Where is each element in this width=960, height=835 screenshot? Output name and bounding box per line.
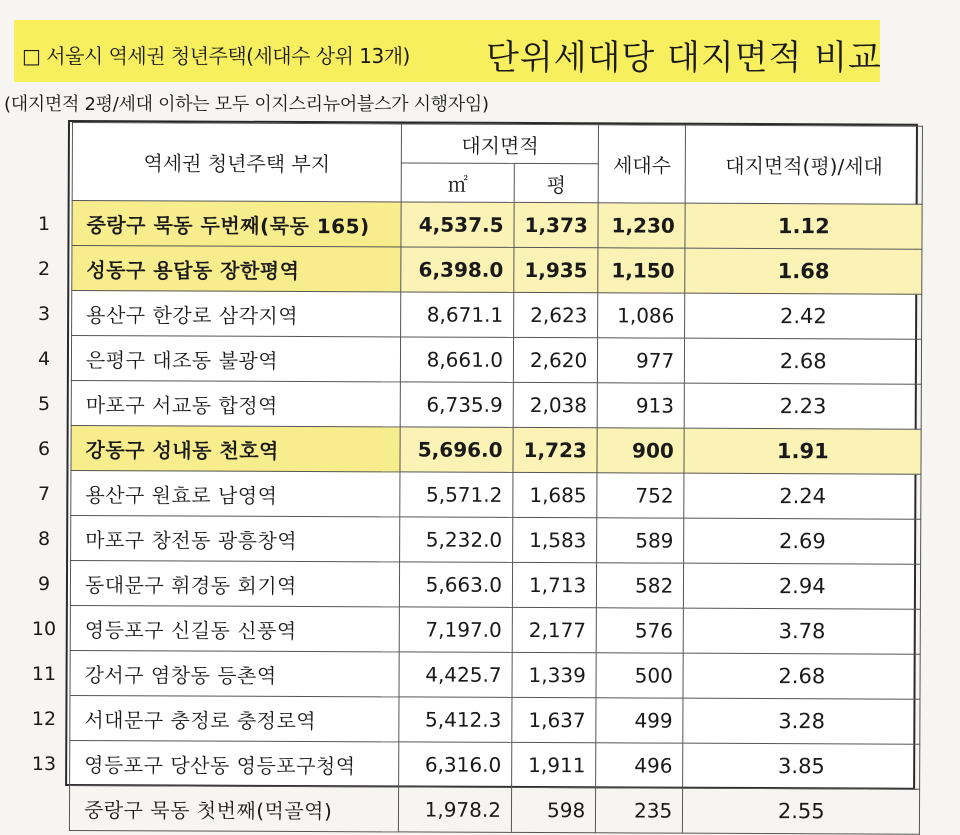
households-cell: 752 <box>597 473 684 518</box>
site-cell: 강서구 염창동 등촌역 <box>70 650 399 696</box>
households-cell: 900 <box>597 428 684 473</box>
area-pyeong-cell: 2,623 <box>514 292 598 337</box>
table-row <box>70 740 920 789</box>
header-households: 세대수 <box>598 125 685 203</box>
table-row <box>70 650 920 699</box>
page-title: 단위세대당 대지면적 비교 <box>486 38 882 78</box>
area-pyeong-cell: 1,373 <box>514 202 598 247</box>
area-m2-cell: 4,425.7 <box>399 652 512 697</box>
row-number: 12 <box>31 707 57 730</box>
site-cell: 동대문구 휘경동 회기역 <box>70 560 399 606</box>
area-m2-cell: 5,412.3 <box>399 697 512 742</box>
households-cell: 500 <box>596 653 683 698</box>
site-cell: 중랑구 묵동 첫번째(먹골역) <box>69 785 398 831</box>
area-pyeong-cell: 1,637 <box>512 697 596 742</box>
ratio-cell: 1.91 <box>684 428 921 474</box>
area-m2-cell: 8,671.1 <box>401 292 514 337</box>
table-row <box>71 336 921 385</box>
area-m2-cell: 6,735.9 <box>400 382 513 427</box>
table-row <box>72 246 922 295</box>
table-row <box>70 605 920 654</box>
row-number: 4 <box>37 347 51 370</box>
header-m2: ㎡ <box>401 163 514 202</box>
households-cell: 977 <box>598 338 685 383</box>
table-row <box>69 785 919 834</box>
site-cell: 강동구 성내동 천호역 <box>71 425 400 471</box>
table-row <box>72 291 922 340</box>
ratio-cell: 2.68 <box>685 338 922 384</box>
area-pyeong-cell: 598 <box>511 787 595 832</box>
ratio-cell: 1.68 <box>685 248 922 294</box>
households-cell: 499 <box>596 698 683 743</box>
row-number: 1 <box>37 212 51 235</box>
area-pyeong-cell: 2,620 <box>513 337 597 382</box>
households-cell: 1,086 <box>598 293 685 338</box>
ratio-cell: 2.24 <box>684 473 921 519</box>
households-cell: 1,230 <box>598 203 685 248</box>
site-cell: 중랑구 묵동 두번째(묵동 165) <box>72 201 401 247</box>
site-cell: 마포구 창전동 광흥창역 <box>71 515 400 561</box>
row-number: 3 <box>37 302 51 325</box>
row-number: 5 <box>37 392 51 415</box>
ratio-cell: 1.12 <box>685 203 922 249</box>
households-cell: 496 <box>596 743 683 788</box>
area-m2-cell: 5,232.0 <box>400 517 513 562</box>
households-cell: 576 <box>596 608 683 653</box>
ratio-cell: 3.85 <box>683 743 920 789</box>
area-pyeong-cell: 1,911 <box>512 742 596 787</box>
area-pyeong-cell: 1,935 <box>514 247 598 292</box>
table-body <box>69 201 922 835</box>
area-pyeong-cell: 2,177 <box>512 607 596 652</box>
table-row <box>70 560 920 609</box>
ratio-cell: 2.42 <box>685 293 922 339</box>
table-row <box>72 201 922 250</box>
area-m2-cell: 5,663.0 <box>399 562 512 607</box>
ratio-cell: 2.55 <box>683 788 920 834</box>
area-m2-cell: 5,696.0 <box>400 427 513 472</box>
subtitle-note: (대지면적 2평/세대 이하는 모두 이지스리뉴어블스가 시행자임) <box>4 94 489 115</box>
ratio-cell: 2.23 <box>684 383 921 429</box>
area-m2-cell: 5,571.2 <box>400 472 513 517</box>
site-cell: 성동구 용답동 장한평역 <box>72 246 401 292</box>
area-pyeong-cell: 1,723 <box>513 427 597 472</box>
table-row <box>71 470 921 519</box>
area-m2-cell: 7,197.0 <box>399 607 512 652</box>
area-pyeong-cell: 1,713 <box>512 562 596 607</box>
site-cell: 서대문구 충정로 충정로역 <box>70 695 399 741</box>
table-row <box>70 695 920 744</box>
row-number: 2 <box>37 257 51 280</box>
row-number: 8 <box>37 527 51 550</box>
site-cell: 은평구 대조동 불광역 <box>71 336 400 382</box>
site-cell: 마포구 서교동 합정역 <box>71 380 400 426</box>
header-area: 대지면적 <box>401 124 598 164</box>
table-row <box>71 425 921 474</box>
area-pyeong-cell: 1,339 <box>512 652 596 697</box>
households-cell: 582 <box>597 563 684 608</box>
row-number: 9 <box>37 572 51 595</box>
row-number: 11 <box>31 662 57 685</box>
households-cell: 589 <box>597 518 684 563</box>
header-ratio: 대지면적(평)/세대 <box>685 125 922 204</box>
row-number: 13 <box>31 752 57 775</box>
households-cell: 235 <box>596 788 683 833</box>
ratio-cell: 2.94 <box>684 563 921 609</box>
households-cell: 1,150 <box>598 248 685 293</box>
header-pyeong: 평 <box>514 163 598 202</box>
header-site: 역세권 청년주택 부지 <box>72 123 401 202</box>
site-cell: 영등포구 신길동 신풍역 <box>70 605 399 651</box>
table-row <box>71 380 921 429</box>
site-cell: 영등포구 당산동 영등포구청역 <box>70 740 399 786</box>
ratio-cell: 3.28 <box>683 698 920 744</box>
area-m2-cell: 6,398.0 <box>401 247 514 292</box>
site-cell: 용산구 한강로 삼각지역 <box>72 291 401 337</box>
area-m2-cell: 4,537.5 <box>401 202 514 247</box>
title-prefix: □ 서울시 역세권 청년주택(세대수 상위 13개) <box>22 44 410 68</box>
table-row <box>71 515 921 564</box>
row-number: 6 <box>37 437 51 460</box>
households-cell: 913 <box>597 383 684 428</box>
area-m2-cell: 1,978.2 <box>398 787 511 832</box>
site-cell: 용산구 원효로 남영역 <box>71 470 400 516</box>
ratio-cell: 2.68 <box>683 653 920 699</box>
area-pyeong-cell: 2,038 <box>513 382 597 427</box>
row-number: 10 <box>31 617 57 640</box>
comparison-table <box>69 122 923 835</box>
area-m2-cell: 8,661.0 <box>400 337 513 382</box>
ratio-cell: 3.78 <box>683 608 920 654</box>
area-pyeong-cell: 1,583 <box>513 517 597 562</box>
area-m2-cell: 6,316.0 <box>399 742 512 787</box>
area-pyeong-cell: 1,685 <box>513 472 597 517</box>
ratio-cell: 2.69 <box>684 518 921 564</box>
row-number: 7 <box>37 482 51 505</box>
